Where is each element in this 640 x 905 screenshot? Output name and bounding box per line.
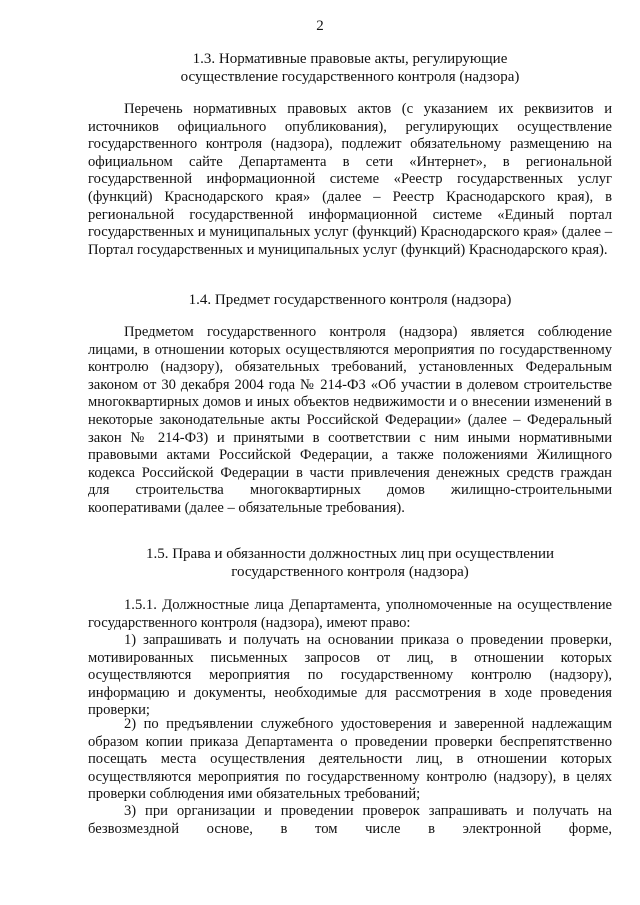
list-item-2 <box>88 716 612 804</box>
section-1-3-title-line1: 1.3. Нормативные правовые акты, регулирующие <box>192 51 508 67</box>
paragraph-1-5-1 <box>88 597 612 632</box>
paragraph-1-5-1-text: 1.5.1. Должностные лица Департамента, уполномоченные на осуществление государственного контроля (надзора), имеют право: <box>88 597 612 631</box>
section-1-3-paragraph <box>88 101 612 259</box>
list-item-2-text: 2) по предъявлении служебного удостоверения и заверенной надлежащим образом копии приказа Департамента о проведении проверки беспрепятственно посещать места осуществления деятельности лиц, в отношении которых осуществляются мероприятия по государственному контролю (надзору), в целях проверки соблюдения ими обязательных требований; <box>88 716 612 803</box>
list-item-1-text: 1) запрашивать и получать на основании приказа о проведении проверки, мотивированных письменных запросов от лиц, в отношении которых осуществляются мероприятия по государственному контролю (надзору), информацию и документы, необходимые для рассмотрения в ходе проведения проверки; <box>88 632 612 719</box>
page-number: 2 <box>316 18 324 34</box>
section-1-4-paragraph <box>88 324 612 518</box>
section-1-4-text: Предметом государственного контроля (надзора) является соблюдение лицами, в отношении которых осуществляются мероприятия по государственному контролю (надзору), обязательных требований, установленных Федеральным законом от 30 декабря 2004 года № 214-ФЗ «Об участии в долевом строительстве многоквартирных домов и иных объектов недвижимости и о внесении изменений в некоторые законодательные акты Российской Федерации» (далее – Федеральный закон № 214-ФЗ) и принятыми в соответствии с ним иными нормативными правовыми актами Российской Федерации, а также положениями Жилищного кодекса Российской Федерации в части привлечения денежных средств граждан для строительства многоквартирных домов жилищно-строительными кооперативами (далее – обязательные требования). <box>88 324 612 516</box>
section-1-5-title-line2: государственного контроля (надзора) <box>231 564 469 580</box>
section-1-4-title: 1.4. Предмет государственного контроля (надзора) <box>188 292 512 308</box>
list-item-3-text: 3) при организации и проведении проверок запрашивать и получать на безвозмездной основе, в том числе в электронной форме, <box>88 803 612 837</box>
section-1-3-text: Перечень нормативных правовых актов (с указанием их реквизитов и источников официального опубликования), регулирующих осуществление государственного контроля (надзора), подлежит обязательному размещению на официальном сайте Департамента в сети «Интернет», в региональной государственной информационной системе «Реестр государственных услуг (функций) Краснодарского края» (далее – Реестр Краснодарского края), в региональной государственной информационной системе «Единый портал государственных и муниципальных услуг (функций) Краснодарского края» (далее – Портал государственных и муниципальных услуг (функций) Краснодарского края). <box>88 101 612 258</box>
section-1-3-title-line2: осуществление государственного контроля (надзора) <box>180 69 520 85</box>
list-item-1 <box>88 632 612 720</box>
list-item-3 <box>88 803 612 838</box>
section-1-5-title-line1: 1.5. Права и обязанности должностных лиц при осуществлении <box>145 546 555 562</box>
